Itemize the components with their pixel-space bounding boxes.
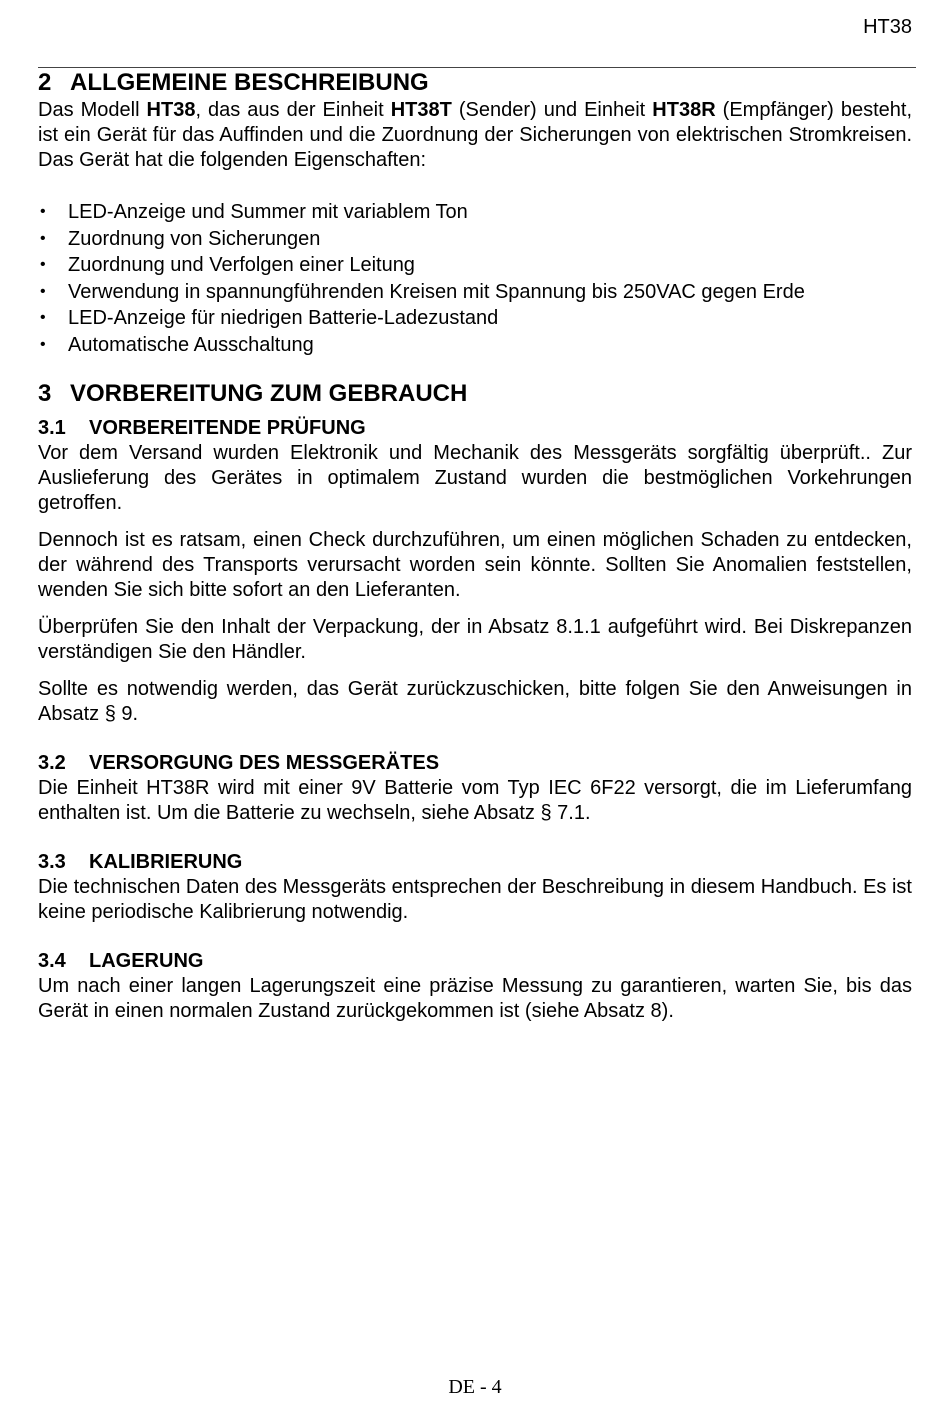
paragraph: Dennoch ist es ratsam, einen Check durchzuführen, um einen möglichen Schaden zu entdecken, der während des Transports verursacht worden sein könnte. Sollten Sie Anomalien feststellen, wenden Sie sich bitte sofort an den Lieferanten. [38, 528, 912, 601]
bullet-icon: • [40, 335, 46, 353]
page-number: DE - 4 [448, 1376, 502, 1398]
running-header-model: HT38 [863, 16, 912, 38]
section-number: 2 [38, 69, 52, 96]
subsection-number: 3.1 [38, 416, 66, 439]
list-item [38, 252, 912, 279]
intro-text: , das aus der Einheit [195, 99, 391, 121]
subsection-3-1-heading [38, 416, 912, 441]
subsection-3-4-heading [38, 949, 912, 974]
bullet-icon: • [40, 203, 46, 220]
intro-text: Das Modell [38, 99, 147, 121]
subsection-title: VERSORGUNG DES MESSGERÄTES [89, 751, 440, 774]
subsection-title: KALIBRIERUNG [89, 850, 243, 873]
section-title: VORBEREITUNG ZUM GEBRAUCH [70, 379, 468, 407]
feature-text: Verwendung in spannungführenden Kreisen mit Spannung bis 250VAC gegen Erde [68, 280, 805, 303]
bullet-icon: • [40, 229, 46, 247]
section-number: 3 [38, 379, 52, 407]
subsection-3-3-heading [38, 850, 912, 875]
receiver-name: HT38R [652, 99, 716, 121]
bullet-icon: • [40, 309, 46, 327]
subsection-3-2-heading [38, 751, 912, 776]
paragraph: Die Einheit HT38R wird mit einer 9V Batterie vom Typ IEC 6F22 versorgt, die im Lieferumfang enthalten ist. Um die Batterie zu wechseln, siehe Absatz § 7.1. [38, 776, 912, 824]
paragraph: Die technischen Daten des Messgeräts entsprechen der Beschreibung in diesem Handbuch. Es ist keine periodische Kalibrierung notwendig. [38, 875, 912, 923]
list-item [38, 279, 912, 306]
feature-text: Automatische Ausschaltung [68, 333, 314, 356]
list-item [38, 199, 912, 226]
model-name: HT38 [146, 99, 196, 121]
feature-text: LED-Anzeige für niedrigen Batterie-Ladezustand [68, 307, 499, 330]
list-item [38, 332, 912, 359]
section-2-intro [38, 98, 912, 173]
paragraph: Sollte es notwendig werden, das Gerät zurückzuschicken, bitte folgen Sie den Anweisungen in Absatz § 9. [38, 677, 912, 725]
feature-text: LED-Anzeige und Summer mit variablem Ton [68, 201, 468, 223]
feature-text: Zuordnung und Verfolgen einer Leitung [68, 254, 415, 277]
bullet-icon: • [40, 282, 46, 300]
paragraph: Überprüfen Sie den Inhalt der Verpackung, der in Absatz 8.1.1 aufgeführt wird. Bei Diskrepanzen verständigen Sie den Händler. [38, 615, 912, 663]
section-3-heading [38, 379, 912, 409]
section-2-heading [38, 68, 912, 98]
feature-list [38, 199, 912, 359]
list-item [38, 305, 912, 332]
section-title: ALLGEMEINE BESCHREIBUNG [70, 69, 429, 96]
paragraph: Vor dem Versand wurden Elektronik und Mechanik des Messgeräts sorgfältig überprüft.. Zur Auslieferung des Gerätes in optimalem Zustand wurden die bestmöglichen Vorkehrungen getroffen. [38, 441, 912, 514]
feature-text: Zuordnung von Sicherungen [68, 227, 321, 250]
intro-text: (Empfänger) besteht, ist ein Gerät für das Auffinden und die Zuordnung der Sicherungen von elektrischen Stromkreisen. Das Gerät hat die folgenden Eigenschaften: [38, 99, 913, 171]
paragraph: Um nach einer langen Lagerungszeit eine präzise Messung zu garantieren, warten Sie, bis das Gerät in einen normalen Zustand zurückgekommen ist (siehe Absatz 8). [38, 974, 912, 1022]
intro-text: (Sender) und Einheit [451, 99, 653, 121]
subsection-number: 3.3 [38, 850, 66, 873]
subsection-title: VORBEREITENDE PRÜFUNG [89, 416, 366, 439]
subsection-number: 3.2 [38, 751, 66, 774]
bullet-icon: • [40, 256, 46, 274]
list-item [38, 226, 912, 253]
page-content [38, 68, 912, 1024]
subsection-title: LAGERUNG [89, 949, 204, 972]
transmitter-name: HT38T [390, 99, 452, 121]
subsection-number: 3.4 [38, 949, 66, 972]
